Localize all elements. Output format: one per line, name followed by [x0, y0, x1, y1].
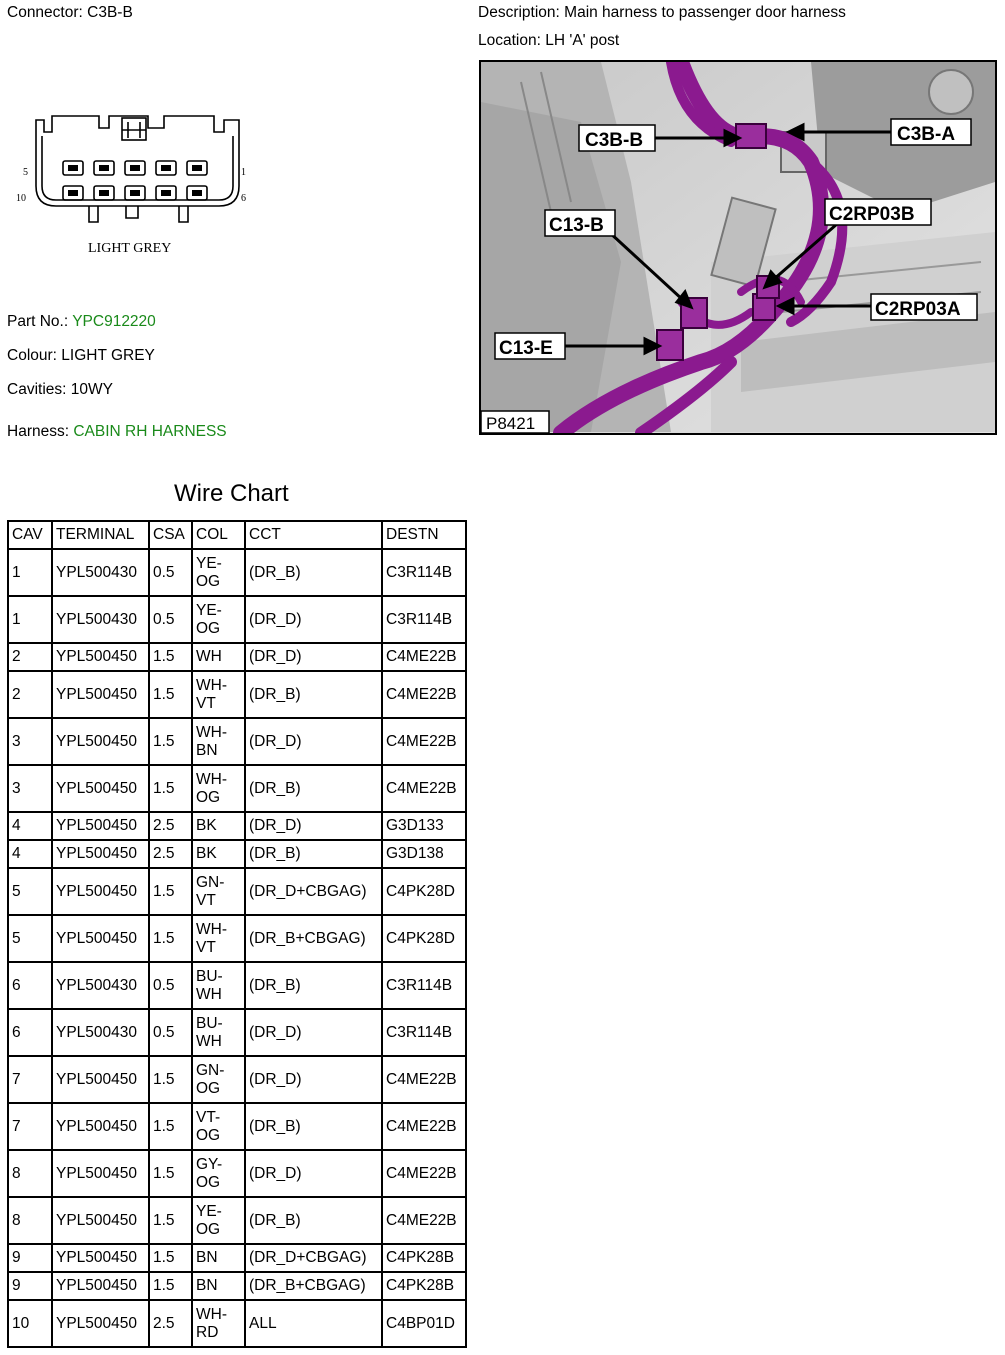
cell-csa: 2.5	[149, 1300, 192, 1347]
cell-terminal: YPL500430	[52, 549, 149, 596]
header-csa: CSA	[149, 521, 192, 549]
cell-cav: 10	[8, 1300, 52, 1347]
cell-col	[192, 1272, 245, 1300]
cell-destn: C4ME22B	[382, 1103, 466, 1150]
cell-col-text: BN	[196, 1249, 218, 1266]
cell-col	[192, 962, 245, 1009]
cell-terminal: YPL500450	[52, 1103, 149, 1150]
header-cav: CAV	[8, 521, 52, 549]
callout-c13-b: C13-B	[549, 215, 604, 236]
location-photo	[479, 60, 997, 435]
cell-csa: 0.5	[149, 1009, 192, 1056]
table-row	[8, 671, 466, 718]
cell-cct: (DR_B)	[245, 765, 382, 812]
cell-terminal: YPL500450	[52, 671, 149, 718]
cell-col	[192, 1103, 245, 1150]
header-col: COL	[192, 521, 245, 549]
cell-cav: 7	[8, 1103, 52, 1150]
cell-cct: (DR_B)	[245, 1103, 382, 1150]
cell-destn: C3R114B	[382, 549, 466, 596]
cell-csa: 0.5	[149, 549, 192, 596]
harness-label: Harness:	[7, 423, 70, 440]
table-row	[8, 840, 466, 868]
cell-col-text: BK	[196, 817, 217, 834]
cell-terminal: YPL500430	[52, 962, 149, 1009]
cell-col	[192, 868, 245, 915]
cell-col-text: VT- OG	[196, 1108, 221, 1144]
wire-chart-title: Wire Chart	[174, 480, 289, 507]
diagram-colour-label: LIGHT GREY	[88, 241, 172, 256]
cell-csa: 1.5	[149, 915, 192, 962]
cell-cct: (DR_D)	[245, 596, 382, 643]
cell-cct: (DR_B+CBGAG)	[245, 915, 382, 962]
cell-csa: 1.5	[149, 765, 192, 812]
pin-label-6: 6	[241, 193, 246, 204]
cell-col-text: BU- WH	[196, 967, 223, 1003]
cell-csa: 0.5	[149, 596, 192, 643]
cell-destn: C3R114B	[382, 596, 466, 643]
table-row	[8, 1272, 466, 1300]
table-row	[8, 1056, 466, 1103]
header-destn: DESTN	[382, 521, 466, 549]
cell-terminal: YPL500450	[52, 765, 149, 812]
cell-col-text: BU- WH	[196, 1014, 223, 1050]
cell-col	[192, 1197, 245, 1244]
cell-terminal: YPL500450	[52, 1300, 149, 1347]
cell-csa: 2.5	[149, 812, 192, 840]
cavities-label: Cavities:	[7, 381, 67, 398]
cell-destn: C4ME22B	[382, 765, 466, 812]
cell-cav: 7	[8, 1056, 52, 1103]
wire-chart-body	[8, 549, 466, 1347]
cell-cct: (DR_D)	[245, 718, 382, 765]
cell-cav: 4	[8, 812, 52, 840]
colour-value: LIGHT GREY	[61, 347, 155, 364]
table-row	[8, 1103, 466, 1150]
cell-cct: ALL	[245, 1300, 382, 1347]
cell-cct: (DR_D+CBGAG)	[245, 868, 382, 915]
connector-face-diagram	[14, 108, 254, 260]
cell-cav: 6	[8, 962, 52, 1009]
cell-destn: C4PK28B	[382, 1244, 466, 1272]
cell-cav: 5	[8, 915, 52, 962]
callout-c13-e: C13-E	[499, 338, 553, 359]
cell-destn: C3R114B	[382, 962, 466, 1009]
connector-line	[7, 4, 133, 22]
cell-destn: C4PK28D	[382, 915, 466, 962]
table-row	[8, 643, 466, 671]
cell-col	[192, 1244, 245, 1272]
cell-destn: G3D133	[382, 812, 466, 840]
cell-csa: 1.5	[149, 671, 192, 718]
cell-col-text: BN	[196, 1277, 218, 1294]
cell-col-text: WH- OG	[196, 770, 227, 806]
cell-col-text: GY- OG	[196, 1155, 223, 1191]
cell-csa: 1.5	[149, 1272, 192, 1300]
wire-chart-header-row	[8, 521, 466, 549]
colour-label: Colour:	[7, 347, 57, 364]
cell-col-text: GN- VT	[196, 873, 225, 909]
cell-cct: (DR_B)	[245, 671, 382, 718]
cell-csa: 1.5	[149, 1197, 192, 1244]
callout-c3b-a: C3B-A	[897, 124, 956, 145]
cell-destn: C4BP01D	[382, 1300, 466, 1347]
cell-cct: (DR_D)	[245, 812, 382, 840]
cell-csa: 0.5	[149, 962, 192, 1009]
cell-terminal: YPL500450	[52, 812, 149, 840]
cell-col	[192, 915, 245, 962]
cell-cav: 9	[8, 1244, 52, 1272]
cell-col	[192, 718, 245, 765]
cell-cct: (DR_B)	[245, 1197, 382, 1244]
cell-col-text: YE- OG	[196, 1202, 222, 1238]
cell-cav: 8	[8, 1150, 52, 1197]
cell-cct: (DR_D)	[245, 1056, 382, 1103]
pin-label-1: 1	[241, 167, 246, 178]
cell-terminal: YPL500450	[52, 1197, 149, 1244]
header-cct: CCT	[245, 521, 382, 549]
cavities-line	[7, 381, 113, 399]
table-row	[8, 1244, 466, 1272]
cell-terminal: YPL500450	[52, 868, 149, 915]
cell-terminal: YPL500450	[52, 1244, 149, 1272]
cavities-value: 10WY	[70, 381, 113, 398]
cell-col	[192, 596, 245, 643]
description-label: Description:	[478, 4, 560, 21]
cell-cct: (DR_B)	[245, 840, 382, 868]
cell-cct: (DR_D)	[245, 1009, 382, 1056]
cell-destn: C4ME22B	[382, 1056, 466, 1103]
cell-destn: C4ME22B	[382, 718, 466, 765]
cell-col	[192, 1056, 245, 1103]
cell-csa: 1.5	[149, 643, 192, 671]
cell-cav: 5	[8, 868, 52, 915]
table-row	[8, 596, 466, 643]
callout-c2rp03a: C2RP03A	[875, 299, 961, 320]
cell-cct: (DR_B+CBGAG)	[245, 1272, 382, 1300]
cell-cav: 3	[8, 765, 52, 812]
connector-label: Connector:	[7, 4, 83, 21]
pin-label-10: 10	[16, 193, 26, 204]
part-no-label: Part No.:	[7, 313, 69, 330]
cell-col	[192, 549, 245, 596]
cell-destn: C4ME22B	[382, 643, 466, 671]
cell-col-text: WH- BN	[196, 723, 227, 759]
table-row	[8, 915, 466, 962]
cell-terminal: YPL500450	[52, 915, 149, 962]
photo-id-label: P8421	[486, 414, 536, 433]
cell-terminal: YPL500450	[52, 1056, 149, 1103]
table-row	[8, 868, 466, 915]
cell-col-text: GN- OG	[196, 1061, 225, 1097]
cell-csa: 1.5	[149, 718, 192, 765]
cell-terminal: YPL500450	[52, 1150, 149, 1197]
cell-terminal: YPL500430	[52, 1009, 149, 1056]
cell-csa: 1.5	[149, 868, 192, 915]
cell-cct: (DR_B)	[245, 549, 382, 596]
table-row	[8, 812, 466, 840]
cell-terminal: YPL500450	[52, 840, 149, 868]
cell-col	[192, 671, 245, 718]
table-row	[8, 718, 466, 765]
location-photo-illustration	[481, 62, 995, 433]
cell-cct: (DR_D+CBGAG)	[245, 1244, 382, 1272]
cell-col	[192, 1300, 245, 1347]
cell-col	[192, 643, 245, 671]
part-no-line	[7, 313, 156, 331]
cell-csa: 2.5	[149, 840, 192, 868]
callout-c2rp03b: C2RP03B	[829, 204, 915, 225]
cell-col-text: WH	[196, 648, 222, 665]
table-row	[8, 1197, 466, 1244]
cell-destn: C4PK28D	[382, 868, 466, 915]
colour-line	[7, 347, 155, 365]
cell-terminal: YPL500450	[52, 1272, 149, 1300]
pin-label-5: 5	[23, 167, 28, 178]
cell-col-text: BK	[196, 845, 217, 862]
cell-destn: G3D138	[382, 840, 466, 868]
cell-cct: (DR_D)	[245, 643, 382, 671]
cell-cav: 2	[8, 671, 52, 718]
header-terminal: TERMINAL	[52, 521, 149, 549]
cell-terminal: YPL500430	[52, 596, 149, 643]
cell-cav: 8	[8, 1197, 52, 1244]
cell-col	[192, 1150, 245, 1197]
description-line	[478, 4, 846, 22]
table-row	[8, 1150, 466, 1197]
cell-col-text: WH- VT	[196, 676, 227, 712]
cell-cav: 6	[8, 1009, 52, 1056]
cell-destn: C4ME22B	[382, 1197, 466, 1244]
cell-cav: 1	[8, 549, 52, 596]
location-value: LH 'A' post	[545, 32, 620, 49]
table-row	[8, 1300, 466, 1347]
table-row	[8, 765, 466, 812]
connector-value: C3B-B	[87, 4, 133, 21]
cell-col-text: YE- OG	[196, 554, 222, 590]
cell-csa: 1.5	[149, 1103, 192, 1150]
callout-c3b-b: C3B-B	[585, 130, 644, 151]
harness-value: CABIN RH HARNESS	[73, 423, 227, 440]
harness-line	[7, 423, 227, 441]
cell-cct: (DR_B)	[245, 962, 382, 1009]
table-row	[8, 549, 466, 596]
cell-cav: 1	[8, 596, 52, 643]
cell-destn: C4PK28B	[382, 1272, 466, 1300]
cell-cav: 9	[8, 1272, 52, 1300]
cell-col-text: YE- OG	[196, 601, 222, 637]
cell-terminal: YPL500450	[52, 718, 149, 765]
cell-csa: 1.5	[149, 1056, 192, 1103]
table-row	[8, 962, 466, 1009]
cell-destn: C3R114B	[382, 1009, 466, 1056]
cell-cav: 4	[8, 840, 52, 868]
cell-col-text: WH- RD	[196, 1305, 227, 1341]
cell-cav: 3	[8, 718, 52, 765]
cell-col-text: WH- VT	[196, 920, 227, 956]
wire-chart-table	[7, 520, 467, 1348]
cell-col	[192, 1009, 245, 1056]
description-value: Main harness to passenger door harness	[564, 4, 846, 21]
location-line	[478, 32, 619, 50]
cell-col	[192, 765, 245, 812]
cell-col	[192, 812, 245, 840]
table-row	[8, 1009, 466, 1056]
cell-csa: 1.5	[149, 1244, 192, 1272]
cell-cav: 2	[8, 643, 52, 671]
cell-csa: 1.5	[149, 1150, 192, 1197]
location-label: Location:	[478, 32, 541, 49]
part-no-value: YPC912220	[72, 313, 156, 330]
cell-cct: (DR_D)	[245, 1150, 382, 1197]
cell-destn: C4ME22B	[382, 1150, 466, 1197]
cell-col	[192, 840, 245, 868]
cell-terminal: YPL500450	[52, 643, 149, 671]
cell-destn: C4ME22B	[382, 671, 466, 718]
